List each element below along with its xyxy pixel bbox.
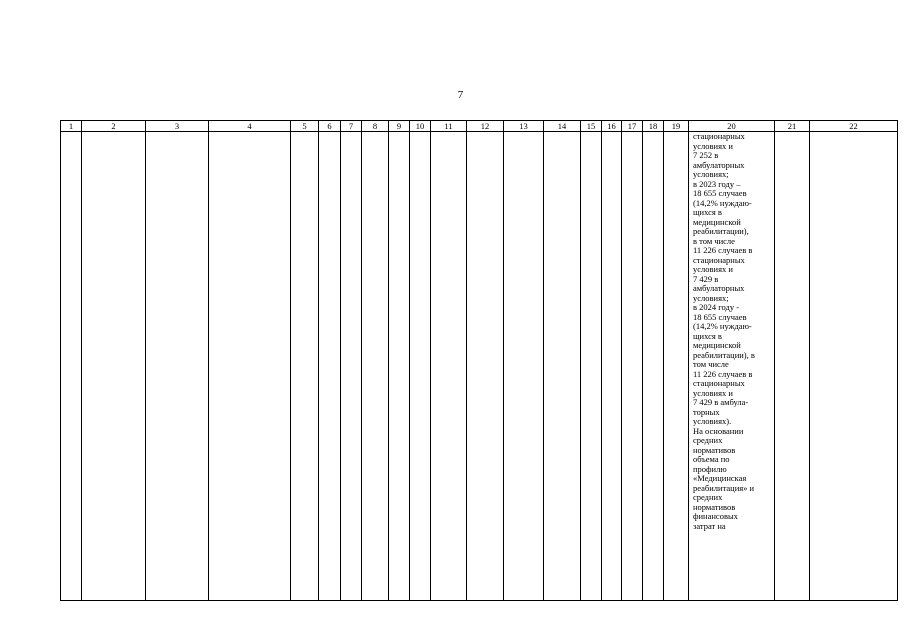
text-line: 7 252 в — [693, 150, 719, 160]
table-cell-4 — [209, 132, 291, 601]
column-header-17: 17 — [622, 121, 643, 132]
table-cell-19 — [664, 132, 689, 601]
text-line: 11 226 случаев в — [693, 368, 753, 379]
table-cell-13 — [504, 132, 544, 601]
text-line: средних — [693, 492, 723, 502]
text-line: профилю — [693, 463, 727, 474]
column-header-13: 13 — [504, 121, 544, 132]
text-line: условиях; — [693, 292, 729, 303]
table-cell-14 — [544, 132, 581, 601]
text-line: средних — [693, 435, 723, 445]
column-header-3: 3 — [146, 121, 209, 132]
text-line: медицинской — [693, 340, 741, 350]
column-header-9: 9 — [389, 121, 410, 132]
table-cell-12 — [467, 132, 504, 601]
text-line: условиях и — [693, 264, 733, 274]
table-cell-5 — [291, 132, 319, 601]
text-line: объема по — [693, 454, 730, 464]
column-header-16: 16 — [602, 121, 622, 132]
data-table — [60, 120, 898, 601]
table-cell-22 — [810, 132, 898, 601]
table-row — [61, 132, 898, 601]
text-line: условиях). — [693, 416, 732, 426]
text-line: стационарных — [693, 131, 745, 141]
table-cell-20 — [689, 132, 775, 601]
text-line: условиях и — [693, 140, 733, 151]
column-header-22: 22 — [810, 121, 898, 132]
text-line: том числе — [693, 359, 729, 369]
text-line: 18 655 случаев — [693, 311, 747, 322]
text-line: нормативов — [693, 444, 736, 455]
table-cell-18 — [643, 132, 664, 601]
text-line: стационарных — [693, 378, 745, 388]
table-cell-15 — [581, 132, 602, 601]
page-number: 7 — [457, 89, 464, 101]
text-line: затрат на — [693, 520, 726, 531]
table-cell-9 — [389, 132, 410, 601]
table-cell-16 — [602, 132, 622, 601]
table-cell-17 — [622, 132, 643, 601]
text-line: стационарных — [693, 254, 745, 265]
header-row — [61, 121, 898, 132]
text-line: условиях; — [693, 169, 729, 179]
text-line: нормативов — [693, 501, 736, 512]
text-line: (14,2% нуждаю- — [693, 321, 752, 331]
column-header-1: 1 — [61, 121, 82, 132]
table-cell-2 — [82, 132, 146, 601]
column-header-5: 5 — [291, 121, 319, 132]
text-line: финансовых — [693, 511, 738, 521]
column-header-10: 10 — [410, 121, 431, 132]
column-header-19: 19 — [664, 121, 689, 132]
column-header-14: 14 — [544, 121, 581, 132]
text-line: щихся в — [693, 330, 722, 341]
text-line: амбулаторных — [693, 159, 745, 170]
table-cell-6 — [319, 132, 341, 601]
column-header-11: 11 — [431, 121, 467, 132]
text-line: реабилитация» и — [693, 482, 755, 493]
column-header-18: 18 — [643, 121, 664, 132]
column-header-8: 8 — [362, 121, 389, 132]
text-line: амбулаторных — [693, 283, 745, 293]
text-line: в 2024 году - — [693, 302, 740, 312]
table-cell-1 — [61, 132, 82, 601]
table-cell-11 — [431, 132, 467, 601]
column-header-6: 6 — [319, 121, 341, 132]
table-cell-7 — [341, 132, 362, 601]
column-header-21: 21 — [775, 121, 810, 132]
column-header-15: 15 — [581, 121, 602, 132]
column-header-2: 2 — [82, 121, 146, 132]
text-line: в 2023 году – — [693, 178, 741, 189]
text-line: 11 226 случаев в — [693, 245, 753, 255]
text-line: (14,2% нуждаю- — [693, 197, 752, 208]
text-line: реабилитации), — [693, 226, 749, 236]
column-header-4: 4 — [209, 121, 291, 132]
column-header-7: 7 — [341, 121, 362, 132]
column-20-text — [689, 132, 774, 531]
text-line: реабилитации), в — [693, 349, 755, 360]
text-line: медицинской — [693, 216, 741, 227]
column-header-12: 12 — [467, 121, 504, 132]
text-line: 7 429 в — [693, 273, 719, 284]
text-line: щихся в — [693, 207, 722, 217]
text-line: 7 429 в амбула- — [693, 397, 749, 407]
column-header-20: 20 — [689, 121, 775, 132]
text-line: в том числе — [693, 235, 735, 246]
text-line: условиях и — [693, 387, 733, 398]
table-cell-21 — [775, 132, 810, 601]
table-cell-10 — [410, 132, 431, 601]
text-line: «Медицинская — [693, 473, 747, 483]
text-line: На основании — [693, 425, 744, 436]
table-cell-8 — [362, 132, 389, 601]
text-line: 18 655 случаев — [693, 188, 747, 198]
table-cell-3 — [146, 132, 209, 601]
text-line: торных — [693, 406, 720, 417]
